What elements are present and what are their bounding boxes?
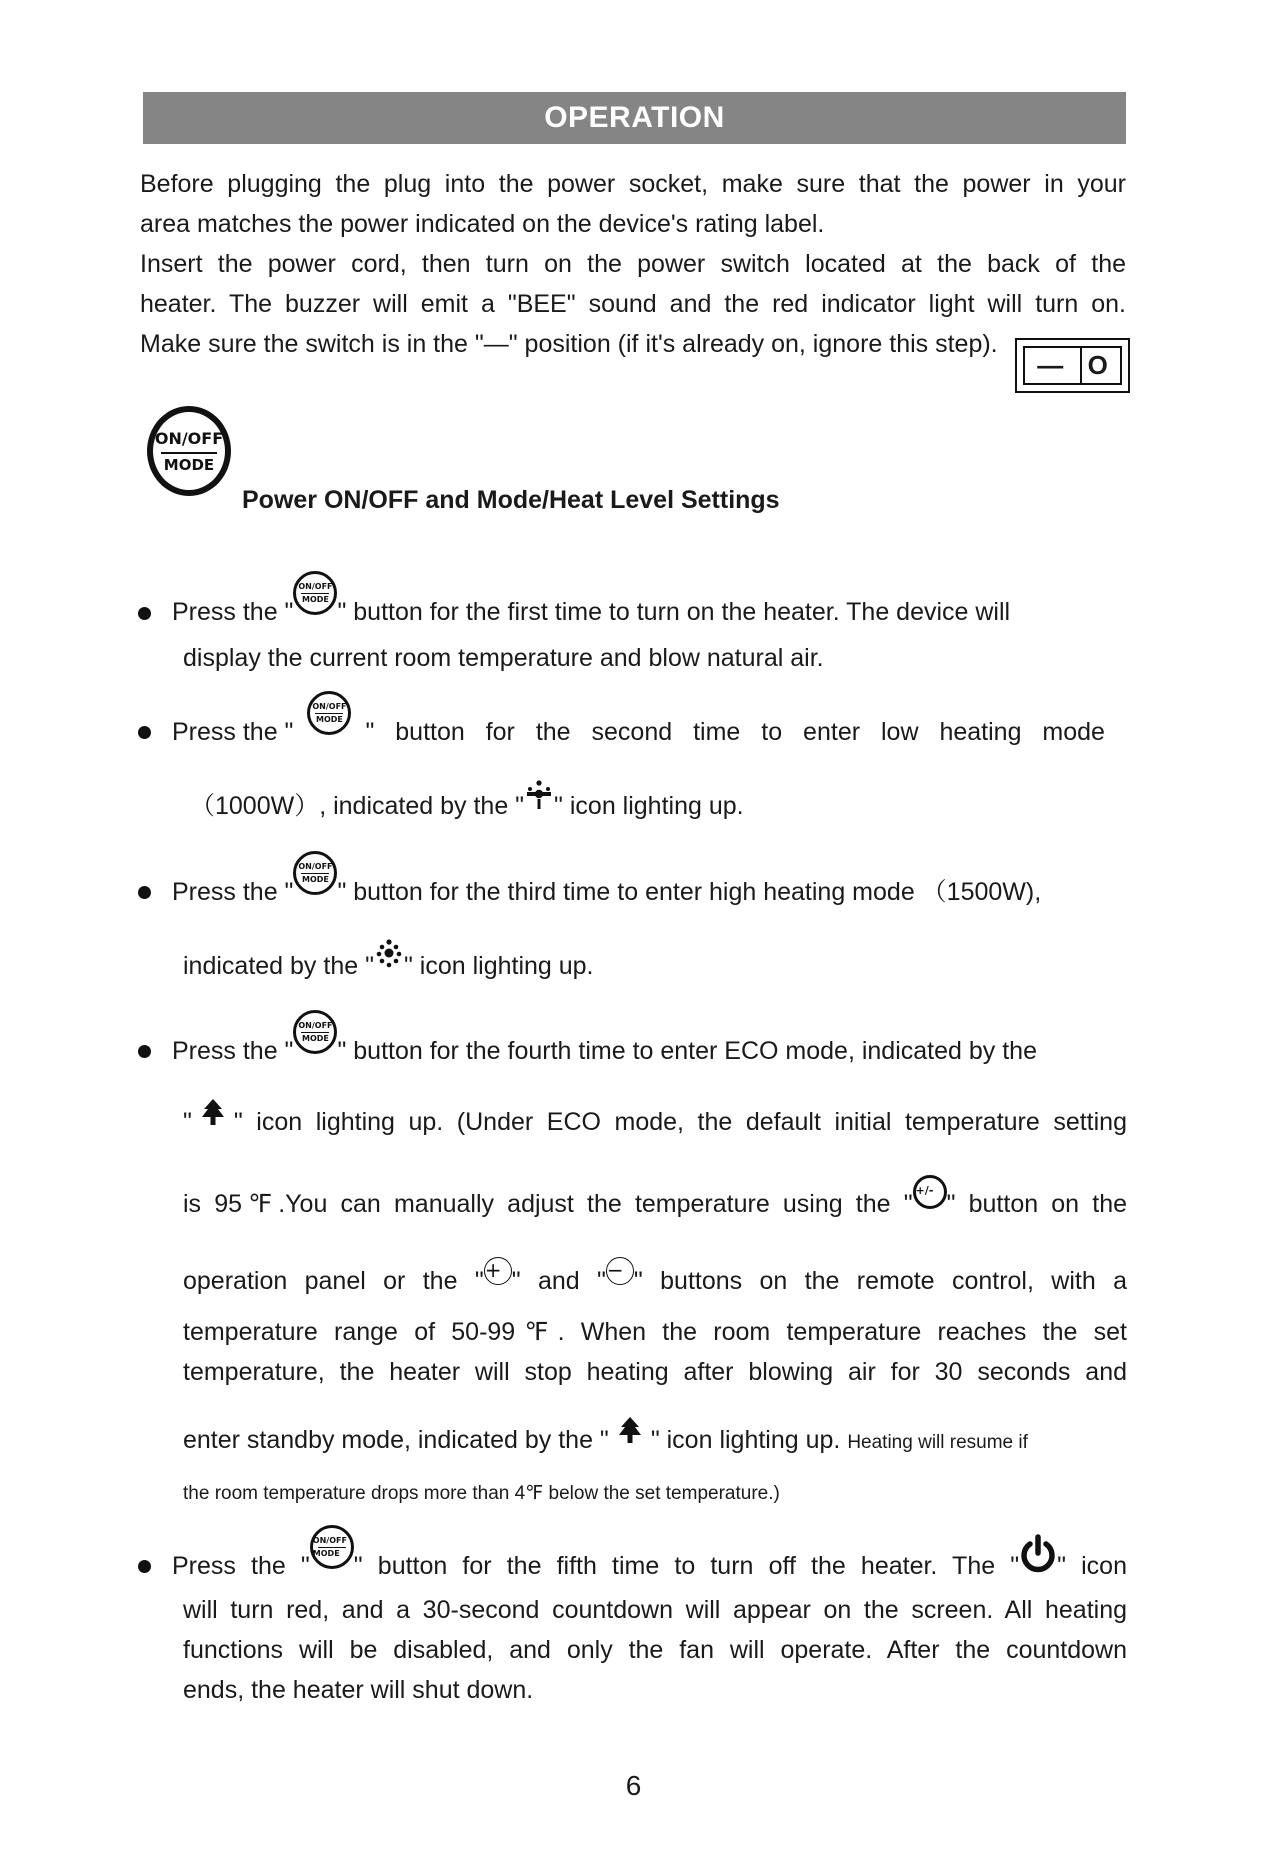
bullet-1-line-1: Press the " ON/OFF MODE " button for the first time to turn on the heater. The device will — [172, 596, 1127, 628]
minus-button-icon: − — [606, 1257, 634, 1285]
bullet-4-line-4: operation panel or the " + " and " − " buttons on the remote control, with a — [183, 1258, 1128, 1295]
mode-button-label-1: ON/OFF — [154, 429, 224, 448]
on-off-mode-button-icon: ON/OFF MODE — [293, 1010, 337, 1054]
section-header — [143, 92, 1126, 144]
bullet-4-line-8: the room temperature drops more than 4℉ below the set temperature.) — [183, 1483, 780, 1504]
bullet-1-line-2: display the current room temperature and blow natural air. — [183, 644, 824, 672]
bullet-dot — [138, 886, 151, 899]
plus-button-icon: + — [484, 1257, 512, 1285]
small-note: Heating will resume if — [847, 1432, 1028, 1453]
bullet-3-line-1: Press the " ON/OFF MODE " button for the third time to enter high heating mode （1500W), — [172, 876, 1127, 908]
section-heading: Power ON/OFF and Mode/Heat Level Settings — [242, 486, 780, 514]
bullet-4-line-5: temperature range of 50-99℉. When the room temperature reaches the set — [183, 1318, 1127, 1346]
on-off-mode-button-icon — [147, 406, 231, 496]
bullet-5-line-3: functions will be disabled, and only the fan will operate. After the countdown — [183, 1636, 1127, 1664]
bullet-dot — [138, 1045, 151, 1058]
eco-tree-icon — [617, 1415, 643, 1445]
intro-line-5: Make sure the switch is in the "—" position (if it's already on, ignore this step). — [140, 330, 998, 358]
bullet-5-line-1: Press the " ON/OFF MODE " button for the fifth time to turn off the heater. The " " icon — [172, 1550, 1127, 1582]
intro-line-4: heater. The buzzer will emit a "BEE" sound and the red indicator light will turn on. — [140, 290, 1126, 318]
page-number: 6 — [625, 1770, 642, 1801]
bullet-dot — [138, 1560, 151, 1573]
switch-off-symbol: — — [1037, 350, 1064, 380]
intro-line-3: Insert the power cord, then turn on the power switch located at the back of the — [140, 250, 1126, 278]
bullet-dot — [138, 726, 151, 739]
high-heat-icon — [374, 938, 404, 972]
bullet-4-line-1: Press the " ON/OFF MODE " button for the fourth time to enter ECO mode, indicated by the — [172, 1035, 1127, 1067]
bullet-2-line-2: （1000W）, indicated by the " " icon lighting up. — [190, 790, 744, 822]
low-heat-icon — [524, 779, 554, 813]
bullet-4-line-6: temperature, the heater will stop heating after blowing air for 30 seconds and — [183, 1358, 1127, 1386]
bullet-2-line-1: Press the " ON/OFF MODE " button for the second time to enter low heating mode — [172, 716, 1127, 748]
switch-on-symbol: O — [1087, 350, 1108, 380]
section-title: OPERATION — [544, 101, 725, 134]
plus-minus-button-icon: +/- — [913, 1175, 947, 1209]
intro-line-2: area matches the power indicated on the device's rating label. — [140, 210, 825, 238]
power-icon — [1019, 1534, 1057, 1574]
mode-button-label-2: MODE — [163, 456, 215, 474]
bullet-4-line-7: enter standby mode, indicated by the " " icon lighting up. Heating will resume if — [183, 1424, 1127, 1459]
eco-tree-icon — [200, 1097, 226, 1127]
bullet-3-line-2: indicated by the " " icon lighting up. — [183, 950, 594, 982]
on-off-mode-button-icon: ON/OFF MODE — [310, 1525, 354, 1569]
bullet-4-line-3: is 95℉.You can manually adjust the temperature using the " +/- " button on the — [183, 1188, 1127, 1220]
on-off-mode-button-icon: ON/OFF MODE — [293, 571, 337, 615]
on-off-mode-button-icon: ON/OFF MODE — [293, 851, 337, 895]
on-off-mode-button-icon: ON/OFF MODE — [307, 691, 351, 735]
bullet-5-line-2: will turn red, and a 30-second countdown will appear on the screen. All heating — [183, 1596, 1127, 1624]
bullet-4-line-2: " " icon lighting up. (Under ECO mode, the default initial temperature setting — [183, 1106, 1127, 1138]
bullet-5-line-4: ends, the heater will shut down. — [183, 1676, 534, 1704]
bullet-dot — [138, 607, 151, 620]
rocker-switch-icon — [1015, 338, 1130, 393]
intro-line-1: Before plugging the plug into the power socket, make sure that the power in your — [140, 170, 1126, 198]
